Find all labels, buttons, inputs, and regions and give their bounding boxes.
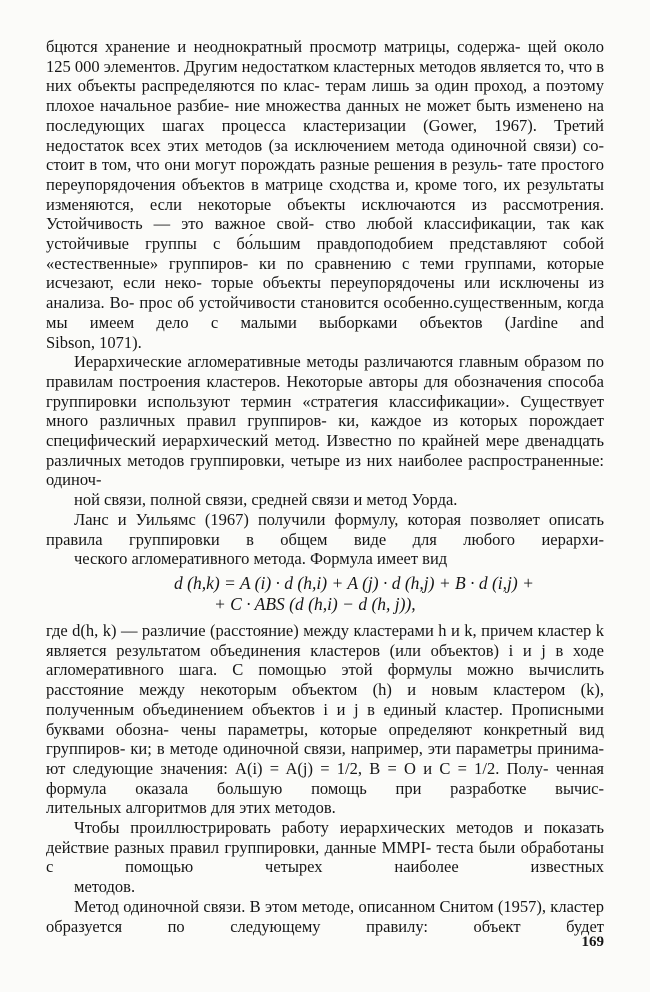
- text-line: теста были обработаны с помощью четырех наиболее известных: [46, 837, 604, 877]
- text-line: всех этих методов (за исключением метода одиночной связи) со-: [130, 135, 604, 155]
- text-line: лительных алгоритмов для этих методов.: [46, 798, 336, 818]
- body-text: [46, 37, 604, 936]
- text-line: метод. Известно по крайней мере двенадцать различных методов: [46, 431, 605, 470]
- paragraph-2: [46, 352, 604, 510]
- text-line: (или объектов) i и j в ходе агломеративного шага. С помощью: [46, 640, 605, 680]
- text-line: ной связи, полной связи, средней связи и метод Уорда.: [74, 490, 458, 510]
- paragraph-5: [46, 818, 604, 897]
- text-line: (1957), кластер образуется по следующему правилу: объект будет: [46, 896, 604, 936]
- formula-line-1: d (h,k) = A (i) · d (h,i) + A (j) · d (h,j) + B · d (i,j) +: [174, 572, 534, 593]
- page-number: 169: [581, 934, 604, 950]
- text-line: правдоподобием представляют собой «естественные» группиров-: [46, 234, 604, 273]
- text-line: ченная формула оказала большую помощь при разработке вычис-: [46, 758, 605, 798]
- text-line: Ланс и Уильямс (1967) получили формулу, которая позволяет: [74, 509, 540, 529]
- text-line: показать действие разных правил группировки, данные MMPI-: [46, 818, 605, 857]
- text-line: причем кластер k является результатом объединения кластеров: [46, 620, 605, 660]
- text-line: этой формулы можно вычислить расстояние между некоторым: [46, 660, 604, 700]
- text-line: ки, каждое из которых порождает специфический иерархический: [46, 411, 604, 451]
- text-line: ют следующие значения: A(i) = A(j) = 1/2, B = O и C = 1/2. Полу-: [46, 758, 549, 778]
- text-line: методов.: [74, 877, 136, 897]
- text-line: ство любой классификации, так как устойчивые группы с бо́льшим: [46, 214, 604, 254]
- text-line: ки по сравнению с теми группами, которые исчезают, если неко-: [46, 253, 604, 293]
- paragraph-1: [46, 37, 604, 352]
- text-line: группировки, четыре из них наиболее распространенные: одиноч-: [46, 450, 604, 490]
- text-line: кроме того, их результаты изменяются, если некоторые объекты: [46, 174, 604, 214]
- text-line: ческого агломеративного метода. Формула имеет вид: [74, 549, 448, 569]
- lance-williams-formula: [46, 573, 604, 615]
- text-line: объектом (h) и новым кластером (k), полученным объединением: [46, 680, 605, 719]
- text-line: тате простого переупорядочения объектов в матрице сходства и,: [46, 155, 605, 194]
- formula-line-2: + C · ABS (d (h,i) − d (h, j)),: [214, 593, 416, 614]
- text-line: прос об устойчивости становится особенно.существенным, когда: [139, 293, 605, 313]
- text-line: Sibson, 1071).: [46, 332, 142, 352]
- text-line: образом по правилам построения кластеров. Некоторые авторы для: [46, 352, 605, 391]
- text-line: мы имеем дело с малыми выборками объектов (Jardine and: [46, 312, 604, 332]
- paragraph-6: [46, 897, 604, 936]
- text-line: ки; в методе одиночной связи, например, эти параметры принима-: [130, 739, 605, 759]
- paragraph-3: [46, 510, 604, 569]
- text-line: стоит в том, что они могут порождать разные решения в резуль-: [46, 155, 503, 175]
- text-line: обозначения способа группировки используют термин «стратегия: [46, 371, 604, 411]
- text-line: методов является то, что в них объекты распределяются по клас-: [46, 56, 604, 96]
- text-line: Метод одиночной связи. В этом методе, описанном Снитом: [74, 896, 494, 916]
- text-line: торые объекты переупорядочены или исключены из анализа. Во-: [46, 273, 605, 313]
- text-line: Иерархические агломеративные методы различаются главным: [74, 352, 519, 372]
- text-line: объектов i и j в единый кластер. Прописными буквами обозна-: [46, 699, 604, 739]
- paragraph-4: [46, 621, 604, 818]
- text-line: исключаются из рассмотрения. Устойчивость — это важное свой-: [46, 194, 604, 234]
- text-line: щей около 125 000 элементов. Другим недостатком кластерных: [46, 37, 605, 76]
- text-line: бцются хранение и неоднократный просмотр матрицы, содержа-: [46, 37, 521, 56]
- text-line: чены параметры, которые определяют конкретный вид группиров-: [46, 719, 604, 759]
- text-line: терам лишь за один проход, а поэтому плохое начальное разбие-: [46, 76, 604, 116]
- text-line: описать правила группировки в общем виде для любого иерархи-: [46, 509, 604, 549]
- text-line: Чтобы проиллюстрировать работу иерархических методов и: [74, 818, 533, 838]
- text-line: ние множества данных не может быть изменено на последующих: [46, 96, 605, 135]
- text-line: классификации». Существует много различных правил группиров-: [46, 391, 605, 431]
- text-line: шагах процесса кластеризации (Gower, 1967). Третий недостаток: [46, 115, 605, 155]
- text-line: где d(h, k) — различие (расстояние) между кластерами h и k,: [46, 620, 477, 640]
